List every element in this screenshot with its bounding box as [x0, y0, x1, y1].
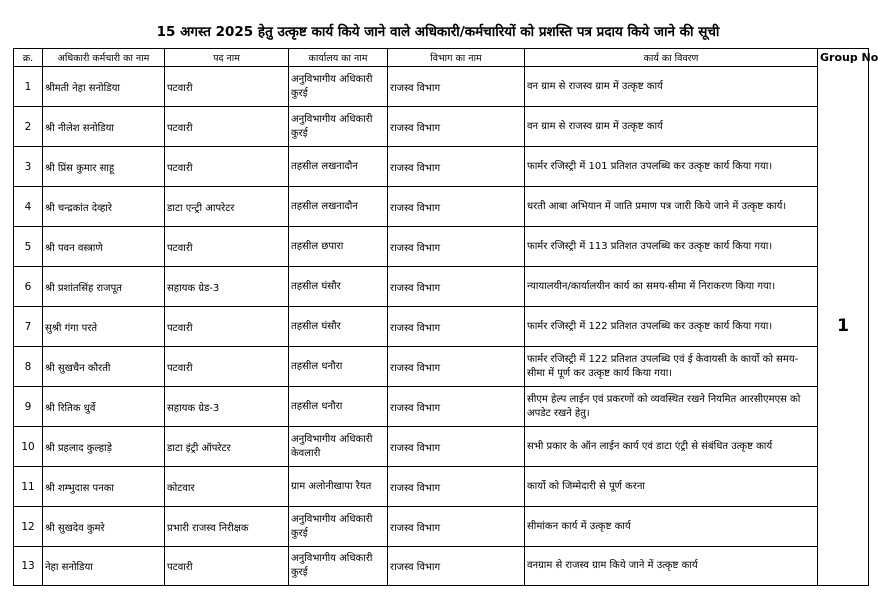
- cell-name: सुश्री गंगा परते: [43, 307, 165, 347]
- cell-work: वन ग्राम से राजस्व ग्राम में उत्कृष्ट कार्य: [525, 107, 818, 147]
- cell-sn: 13: [14, 547, 43, 586]
- cell-dept: राजस्व विभाग: [388, 547, 525, 586]
- cell-office: ग्राम अलोनीखापा रैयत: [289, 467, 388, 507]
- cell-sn: 8: [14, 347, 43, 387]
- table-row: [14, 267, 869, 307]
- cell-post: डाटा एन्ट्री आपरेटर: [165, 187, 289, 227]
- table-row: [14, 67, 869, 107]
- cell-post: कोटवार: [165, 467, 289, 507]
- table-row: [14, 427, 869, 467]
- cell-sn: 5: [14, 227, 43, 267]
- award-table: [13, 48, 878, 586]
- table-row: [14, 307, 869, 347]
- cell-post: पटवारी: [165, 307, 289, 347]
- cell-work: फार्मर रजिस्ट्री में 122 प्रतिशत उपलब्धि एवं ई केवायसी के कार्यो को समय-सीमा में पूर्ण कर उत्कृष्ट कार्य किया गया।: [525, 347, 818, 387]
- cell-work: वनग्राम से राजस्व ग्राम किये जाने में उत्कृष्ट कार्य: [525, 547, 818, 586]
- header-work: कार्य का विवरण: [525, 49, 818, 67]
- cell-name: श्रीमती नेहा सनोडिया: [43, 67, 165, 107]
- cell-name: नेहा सनोडिया: [43, 547, 165, 586]
- cell-dept: राजस्व विभाग: [388, 307, 525, 347]
- cell-name: श्री नीलेश सनोडिया: [43, 107, 165, 147]
- cell-office: तहसील छपारा: [289, 227, 388, 267]
- cell-post: प्रभारी राजस्व निरीक्षक: [165, 507, 289, 547]
- table-row: [14, 547, 869, 586]
- cell-post: सहायक ग्रेड-3: [165, 387, 289, 427]
- cell-post: पटवारी: [165, 147, 289, 187]
- header-row: [14, 49, 869, 67]
- cell-dept: राजस्व विभाग: [388, 507, 525, 547]
- cell-sn: 10: [14, 427, 43, 467]
- cell-office: तहसील लखनादौन: [289, 187, 388, 227]
- cell-name: श्री पवन वस्त्राणे: [43, 227, 165, 267]
- header-office: कार्यालय का नाम: [289, 49, 388, 67]
- cell-post: सहायक ग्रेड-3: [165, 267, 289, 307]
- cell-office: तहसील धनौरा: [289, 387, 388, 427]
- cell-sn: 11: [14, 467, 43, 507]
- table-row: [14, 187, 869, 227]
- header-post: पद नाम: [165, 49, 289, 67]
- cell-work: न्यायालयीन/कार्यालयीन कार्य का समय-सीमा में निराकरण किया गया।: [525, 267, 818, 307]
- cell-work: फार्मर रजिस्ट्री में 122 प्रतिशत उपलब्धि कर उत्कृष्ट कार्य किया गया।: [525, 307, 818, 347]
- table-row: [14, 347, 869, 387]
- cell-name: श्री सुखचैन कौरती: [43, 347, 165, 387]
- group-number: 1: [818, 67, 869, 586]
- cell-dept: राजस्व विभाग: [388, 387, 525, 427]
- cell-dept: राजस्व विभाग: [388, 187, 525, 227]
- cell-post: डाटा इंट्री ऑपरेटर: [165, 427, 289, 467]
- cell-name: श्री रितिक धुर्वे: [43, 387, 165, 427]
- cell-dept: राजस्व विभाग: [388, 107, 525, 147]
- cell-name: श्री शम्भुदास पनका: [43, 467, 165, 507]
- table-row: [14, 387, 869, 427]
- cell-dept: राजस्व विभाग: [388, 227, 525, 267]
- header-name: अधिकारी कर्मचारी का नाम: [43, 49, 165, 67]
- cell-office: तहसील लखनादौन: [289, 147, 388, 187]
- cell-name: श्री चन्द्रकांत देव्हारे: [43, 187, 165, 227]
- cell-name: श्री सुखदेव कुमरे: [43, 507, 165, 547]
- cell-name: श्री प्रिंस कुमार साहू: [43, 147, 165, 187]
- cell-dept: राजस्व विभाग: [388, 67, 525, 107]
- cell-dept: राजस्व विभाग: [388, 147, 525, 187]
- cell-sn: 7: [14, 307, 43, 347]
- cell-office: अनुविभागीय अधिकारी केवलारी: [289, 427, 388, 467]
- cell-post: पटवारी: [165, 547, 289, 586]
- table-row: [14, 507, 869, 547]
- cell-name: श्री प्रहलाद कुल्हाड़े: [43, 427, 165, 467]
- cell-sn: 2: [14, 107, 43, 147]
- cell-dept: राजस्व विभाग: [388, 267, 525, 307]
- cell-work: कार्यो को जिम्मेदारी से पूर्ण करना: [525, 467, 818, 507]
- cell-office: तहसील घंसौर: [289, 307, 388, 347]
- cell-post: पटवारी: [165, 107, 289, 147]
- cell-sn: 6: [14, 267, 43, 307]
- table-row: [14, 147, 869, 187]
- table-row: [14, 107, 869, 147]
- cell-sn: 12: [14, 507, 43, 547]
- cell-sn: 9: [14, 387, 43, 427]
- header-dept: विभाग का नाम: [388, 49, 525, 67]
- cell-sn: 4: [14, 187, 43, 227]
- cell-work: धरती आबा अभियान में जाति प्रमाण पत्र जारी किये जाने में उत्कृष्ट कार्य।: [525, 187, 818, 227]
- cell-sn: 3: [14, 147, 43, 187]
- cell-office: तहसील धनौरा: [289, 347, 388, 387]
- cell-work: फार्मर रजिस्ट्री में 113 प्रतिशत उपलब्धि कर उत्कृष्ट कार्य किया गया।: [525, 227, 818, 267]
- cell-office: तहसील घंसौर: [289, 267, 388, 307]
- cell-sn: 1: [14, 67, 43, 107]
- cell-dept: राजस्व विभाग: [388, 347, 525, 387]
- header-group: Group No: [818, 49, 869, 67]
- cell-work: सीमांकन कार्य में उत्कृष्ट कार्य: [525, 507, 818, 547]
- cell-work: वन ग्राम से राजस्व ग्राम में उत्कृष्ट कार्य: [525, 67, 818, 107]
- cell-dept: राजस्व विभाग: [388, 467, 525, 507]
- cell-work: सभी प्रकार के ऑन लाईन कार्य एवं डाटा एंट्री से संबंधित उत्कृष्ट कार्य: [525, 427, 818, 467]
- table-row: [14, 227, 869, 267]
- cell-name: श्री प्रशांतसिंह राजपूत: [43, 267, 165, 307]
- cell-work: सीएम हेल्प लाईन एवं प्रकरणों को व्यवस्थित रखने नियमित आरसीएमएस को अपडेट रखने हेतु।: [525, 387, 818, 427]
- cell-office: अनुविभागीय अधिकारी कुरई: [289, 107, 388, 147]
- cell-work: फार्मर रजिस्ट्री में 101 प्रतिशत उपलब्धि कर उत्कृष्ट कार्य किया गया।: [525, 147, 818, 187]
- cell-post: पटवारी: [165, 227, 289, 267]
- header-sn: क्र.: [14, 49, 43, 67]
- cell-office: अनुविभागीय अधिकारी कुरई: [289, 67, 388, 107]
- cell-dept: राजस्व विभाग: [388, 427, 525, 467]
- cell-office: अनुविभागीय अधिकारी कुरई: [289, 547, 388, 586]
- page-title: 15 अगस्त 2025 हेतु उत्कृष्ट कार्य किये जाने वाले अधिकारी/कर्मचारियों को प्रशस्ति पत्र प्रदाय किये जाने की सूची: [156, 24, 720, 40]
- cell-office: अनुविभागीय अधिकारी कुरई: [289, 507, 388, 547]
- table-row: [14, 467, 869, 507]
- cell-post: पटवारी: [165, 347, 289, 387]
- cell-post: पटवारी: [165, 67, 289, 107]
